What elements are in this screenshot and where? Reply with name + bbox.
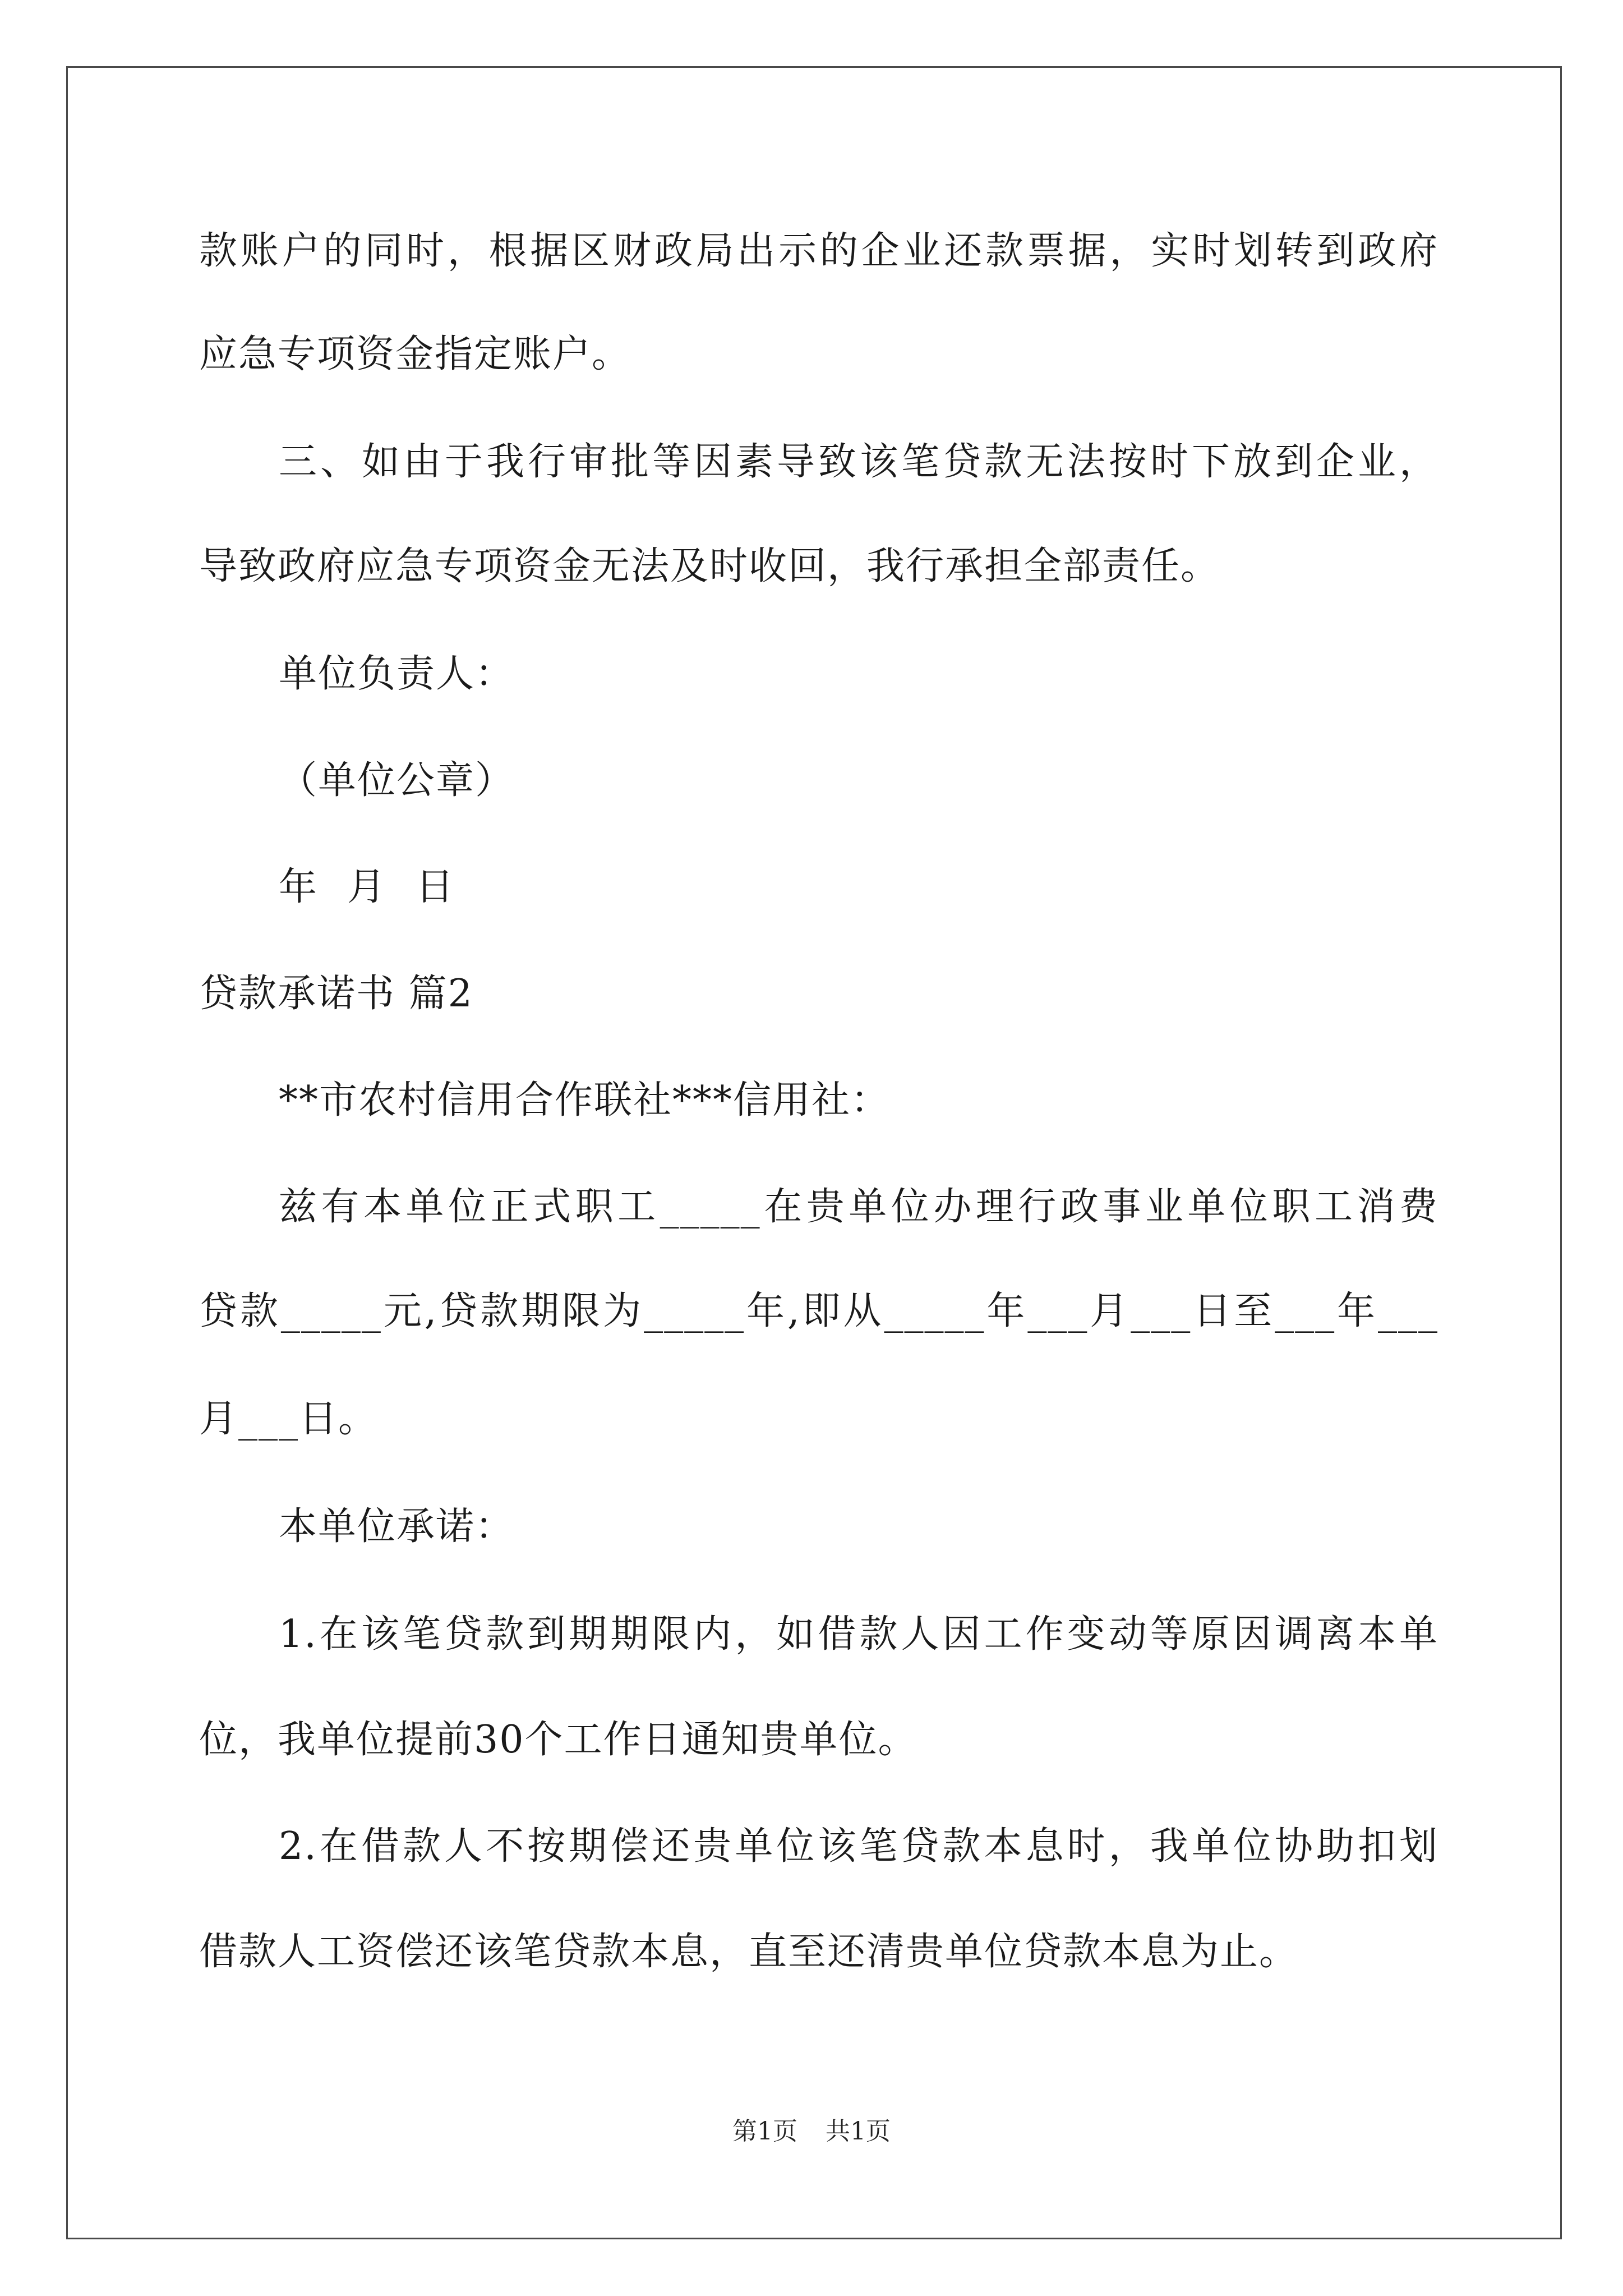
date-month-label: 月: [347, 865, 387, 909]
page-footer: [0, 2119, 1623, 2144]
page-border: [66, 66, 1562, 2239]
paragraph-line: 兹有本单位正式职工_____在贵单位办理行政事业单位职工消费: [279, 1185, 1438, 1229]
salutation: **市农村信用合作联社***信用社：: [279, 1078, 891, 1122]
seal-label: （单位公章）: [279, 758, 515, 803]
paragraph-line: 1.在该笔贷款到期期限内，如借款人因工作变动等原因调离本单: [279, 1612, 1438, 1657]
paragraph-line: 贷款_____元,贷款期限为_____年,即从_____年___月___日至___年___: [199, 1289, 1438, 1333]
date-day-label: 日: [416, 865, 455, 909]
paragraph-line: 本单位承诺：: [279, 1504, 515, 1549]
date-line: [279, 865, 484, 909]
section-heading: 贷款承诺书 篇2: [199, 972, 473, 1016]
paragraph-line: 三、如由于我行审批等因素导致该笔贷款无法按时下放到企业，: [279, 440, 1438, 484]
paragraph-line: 导致政府应急专项资金无法及时收回，我行承担全部责任。: [199, 544, 1220, 588]
paragraph-line: 应急专项资金指定账户。: [199, 332, 631, 376]
page-current: 第1页: [732, 2117, 797, 2146]
page-total: 共1页: [826, 2117, 891, 2146]
paragraph-line: 月___日。: [199, 1397, 378, 1441]
paragraph-line: 位，我单位提前30个工作日通知贵单位。: [199, 1718, 917, 1762]
paragraph-line: 款账户的同时，根据区财政局出示的企业还款票据，实时划转到政府: [199, 229, 1438, 273]
paragraph-line: 借款人工资偿还该笔贷款本息，直至还清贵单位贷款本息为止。: [199, 1930, 1299, 1974]
date-year-label: 年: [279, 865, 319, 909]
signatory-label: 单位负责人：: [279, 652, 515, 696]
paragraph-line: 2.在借款人不按期偿还贵单位该笔贷款本息时，我单位协助扣划: [279, 1824, 1438, 1869]
